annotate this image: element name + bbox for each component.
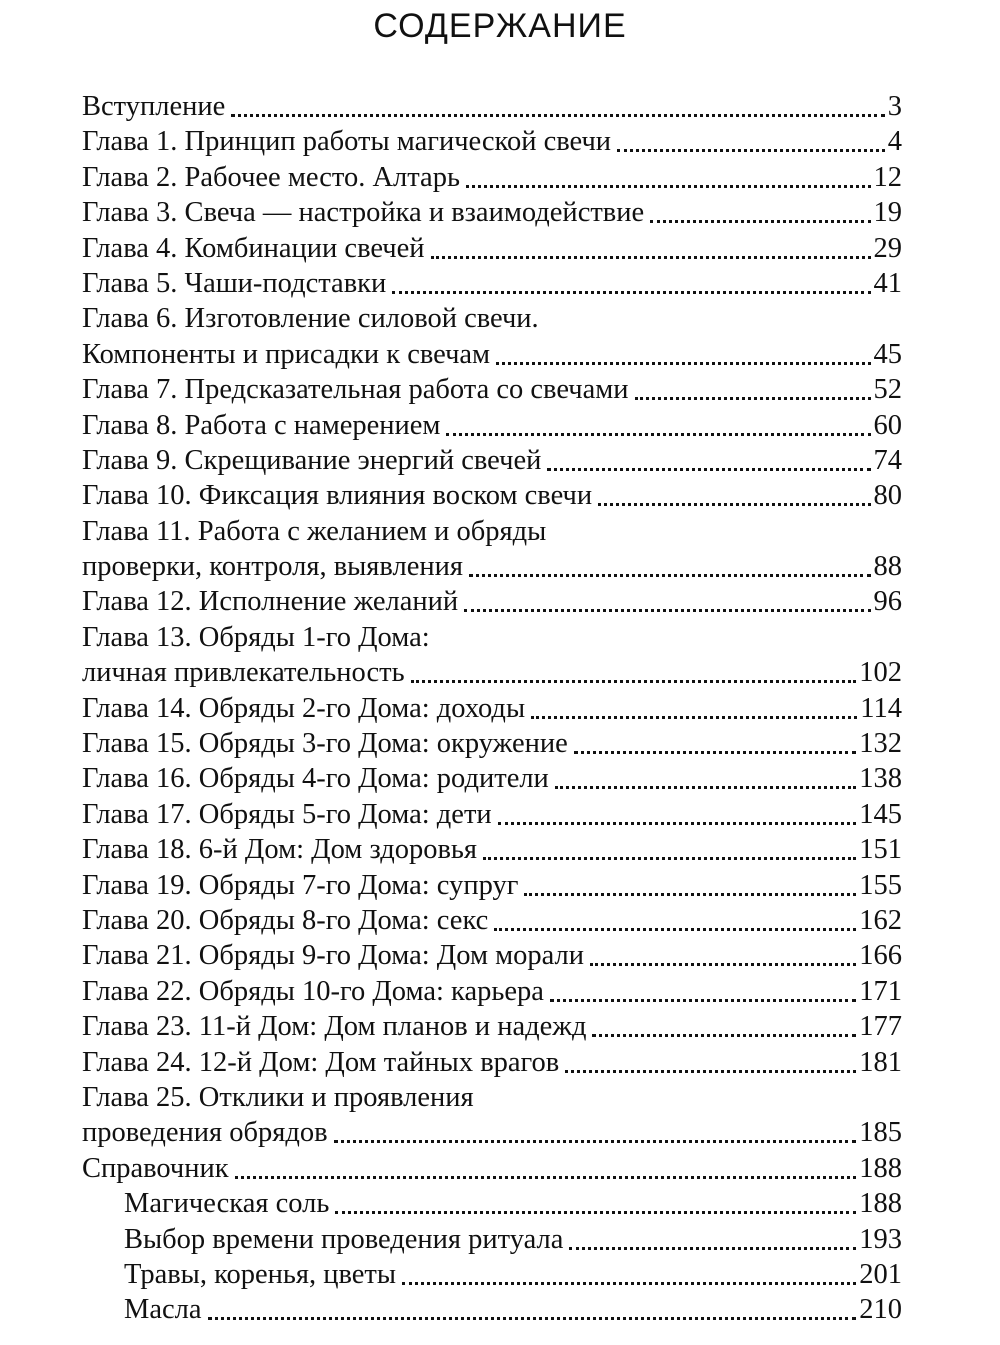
dot-leader bbox=[235, 1176, 857, 1179]
dot-leader bbox=[565, 1070, 856, 1073]
toc-page-number: 114 bbox=[860, 692, 902, 724]
toc-row bbox=[82, 938, 902, 973]
toc-page-number: 3 bbox=[887, 91, 902, 122]
toc-row bbox=[82, 620, 902, 655]
toc-entry-title: Глава 13. Обряды 1-го Дома: bbox=[82, 621, 430, 653]
dot-leader bbox=[598, 503, 870, 506]
toc-entry-title: Справочник bbox=[82, 1152, 229, 1184]
toc-page-number: 132 bbox=[859, 728, 902, 760]
dot-leader bbox=[208, 1317, 857, 1320]
toc-row bbox=[82, 1080, 902, 1115]
dot-leader bbox=[466, 185, 871, 188]
toc-page-number: 177 bbox=[859, 1011, 902, 1043]
toc-row bbox=[82, 231, 902, 266]
toc-entry-title: Глава 7. Предсказательная работа со свечами bbox=[82, 374, 629, 406]
dot-leader bbox=[555, 786, 856, 789]
toc-row bbox=[82, 1045, 902, 1080]
toc-entry-title: Глава 12. Исполнение желаний bbox=[82, 586, 459, 618]
toc-entry-title: Компоненты и присадки к свечам bbox=[82, 338, 491, 370]
toc-entry-title: Глава 14. Обряды 2-го Дома: доходы bbox=[82, 692, 526, 724]
toc-page-number: 155 bbox=[859, 869, 902, 901]
toc-page-number: 80 bbox=[873, 480, 902, 512]
toc-entry-title: Выбор времени проведения ритуала bbox=[124, 1223, 564, 1255]
toc-entry-title: Глава 21. Обряды 9-го Дома: Дом морали bbox=[82, 940, 585, 972]
table-of-contents bbox=[82, 89, 902, 1328]
toc-row bbox=[82, 549, 902, 584]
toc-page-number: 166 bbox=[859, 940, 902, 972]
dot-leader bbox=[498, 822, 857, 825]
toc-row bbox=[82, 903, 902, 938]
toc-page-number: 162 bbox=[859, 904, 902, 936]
toc-entry-title: Глава 20. Обряды 8-го Дома: секс bbox=[82, 904, 489, 936]
toc-page-number: 41 bbox=[873, 267, 902, 299]
toc-page-number: 12 bbox=[873, 161, 902, 193]
toc-page-number: 210 bbox=[859, 1294, 902, 1326]
dot-leader bbox=[483, 857, 856, 860]
toc-page-number: 60 bbox=[873, 409, 902, 441]
toc-row bbox=[82, 868, 902, 903]
toc-page-number: 4 bbox=[887, 126, 902, 158]
toc-entry-title: Глава 4. Комбинации свечей bbox=[82, 232, 425, 264]
dot-leader bbox=[335, 1211, 856, 1214]
dot-leader bbox=[494, 928, 856, 931]
toc-entry-title: Глава 2. Рабочее место. Алтарь bbox=[82, 161, 460, 193]
toc-entry-title: Глава 11. Работа с желанием и обряды bbox=[82, 515, 547, 547]
dot-leader bbox=[392, 291, 870, 294]
toc-row bbox=[82, 1009, 902, 1044]
toc-entry-title: Глава 6. Изготовление силовой свечи. bbox=[82, 303, 539, 335]
dot-leader bbox=[231, 114, 884, 117]
toc-page-number: 19 bbox=[873, 197, 902, 229]
toc-row bbox=[82, 1115, 902, 1150]
toc-page-number: 29 bbox=[873, 232, 902, 264]
toc-entry-title: Глава 9. Скрещивание энергий свечей bbox=[82, 444, 542, 476]
toc-row bbox=[82, 337, 902, 372]
dot-leader bbox=[469, 574, 871, 577]
dot-leader bbox=[590, 963, 856, 966]
dot-leader bbox=[334, 1140, 857, 1143]
dot-leader bbox=[531, 716, 857, 719]
toc-row bbox=[82, 195, 902, 230]
toc-subrow bbox=[82, 1186, 902, 1221]
toc-subrow bbox=[82, 1292, 902, 1327]
toc-entry-title: Глава 25. Отклики и проявления bbox=[82, 1081, 474, 1113]
toc-page-number: 88 bbox=[873, 551, 902, 583]
toc-row bbox=[82, 514, 902, 549]
toc-row bbox=[82, 1151, 902, 1186]
toc-entry-title: Глава 15. Обряды 3-го Дома: окружение bbox=[82, 728, 568, 760]
toc-entry-title: Глава 16. Обряды 4-го Дома: родители bbox=[82, 763, 549, 795]
toc-page-number: 52 bbox=[873, 374, 902, 406]
toc-row bbox=[82, 974, 902, 1009]
dot-leader bbox=[635, 397, 871, 400]
toc-page-number: 188 bbox=[859, 1188, 902, 1220]
toc-entry-title: Глава 18. 6-й Дом: Дом здоровья bbox=[82, 834, 478, 866]
toc-entry-title: Глава 10. Фиксация влияния воском свечи bbox=[82, 480, 593, 512]
toc-entry-title: личная привлекательность bbox=[82, 657, 405, 689]
toc-subrow bbox=[82, 1257, 902, 1292]
toc-page-number: 138 bbox=[859, 763, 902, 795]
dot-leader bbox=[431, 256, 871, 259]
toc-entry-title: Вступление bbox=[82, 91, 226, 122]
toc-entry-title: проверки, контроля, выявления bbox=[82, 551, 463, 583]
toc-row bbox=[82, 761, 902, 796]
dot-leader bbox=[569, 1247, 856, 1250]
toc-row bbox=[82, 124, 902, 159]
toc-page-number: 201 bbox=[859, 1258, 902, 1290]
dot-leader bbox=[524, 893, 856, 896]
toc-row bbox=[82, 301, 902, 336]
toc-page-number: 45 bbox=[873, 338, 902, 370]
dot-leader bbox=[496, 362, 870, 365]
dot-leader bbox=[547, 468, 870, 471]
toc-page-number: 185 bbox=[859, 1117, 902, 1149]
toc-entry-title: Глава 5. Чаши-подставки bbox=[82, 267, 387, 299]
toc-page-number: 171 bbox=[859, 975, 902, 1007]
toc-row bbox=[82, 726, 902, 761]
dot-leader bbox=[617, 149, 885, 152]
toc-page-number: 193 bbox=[859, 1223, 902, 1255]
toc-page-number: 181 bbox=[859, 1046, 902, 1078]
toc-row bbox=[82, 160, 902, 195]
toc-row bbox=[82, 89, 902, 124]
toc-page-number: 145 bbox=[859, 798, 902, 830]
toc-entry-title: Глава 24. 12-й Дом: Дом тайных врагов bbox=[82, 1046, 560, 1078]
toc-row bbox=[82, 655, 902, 690]
toc-subrow bbox=[82, 1222, 902, 1257]
toc-page-number: 188 bbox=[859, 1152, 902, 1184]
toc-entry-title: Глава 23. 11-й Дом: Дом планов и надежд bbox=[82, 1011, 587, 1043]
toc-page-number: 96 bbox=[873, 586, 902, 618]
toc-page-number: 102 bbox=[859, 657, 902, 689]
toc-entry-title: Магическая соль bbox=[124, 1188, 330, 1220]
dot-leader bbox=[592, 1034, 856, 1037]
toc-entry-title: Глава 8. Работа с намерением bbox=[82, 409, 441, 441]
page-title: СОДЕРЖАНИЕ bbox=[373, 7, 627, 45]
toc-row bbox=[82, 832, 902, 867]
toc-entry-title: Глава 3. Свеча — настройка и взаимодействие bbox=[82, 197, 645, 229]
toc-page-number: 151 bbox=[859, 834, 902, 866]
toc-row bbox=[82, 372, 902, 407]
toc-row bbox=[82, 584, 902, 619]
toc-entry-title: Глава 19. Обряды 7-го Дома: супруг bbox=[82, 869, 519, 901]
dot-leader bbox=[411, 680, 857, 683]
toc-entry-title: Масла bbox=[124, 1294, 202, 1326]
toc-entry-title: Глава 1. Принцип работы магической свечи bbox=[82, 126, 612, 158]
toc-row bbox=[82, 797, 902, 832]
toc-page-number: 74 bbox=[873, 444, 902, 476]
dot-leader bbox=[446, 433, 870, 436]
dot-leader bbox=[650, 220, 870, 223]
toc-row bbox=[82, 691, 902, 726]
toc-entry-title: Глава 22. Обряды 10-го Дома: карьера bbox=[82, 975, 544, 1007]
dot-leader bbox=[550, 999, 856, 1002]
toc-row bbox=[82, 266, 902, 301]
toc-row bbox=[82, 443, 902, 478]
toc-entry-title: Глава 17. Обряды 5-го Дома: дети bbox=[82, 798, 492, 830]
toc-entry-title: Травы, коренья, цветы bbox=[124, 1258, 397, 1290]
toc-row bbox=[82, 408, 902, 443]
toc-row bbox=[82, 478, 902, 513]
toc-entry-title: проведения обрядов bbox=[82, 1117, 328, 1149]
dot-leader bbox=[464, 609, 870, 612]
dot-leader bbox=[574, 751, 856, 754]
dot-leader bbox=[402, 1282, 856, 1285]
